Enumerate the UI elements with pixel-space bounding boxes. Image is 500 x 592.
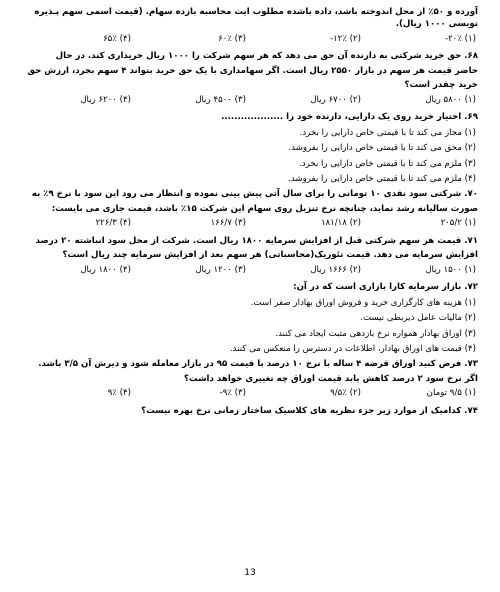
question-text: خرید چقدر است؟	[404, 80, 478, 91]
option: (۲) ۶۷۰۰ ریال	[310, 94, 361, 105]
option: (۲) محق می کند تا با قیمتی خاص دارایی را بفروشد.	[288, 143, 476, 154]
option: (۳) اوراق بهادار همواره نرخ بازدهی مثبت ایجاد می کنند.	[275, 328, 476, 339]
intro-line: نویسی ۱۰۰۰ ریال).	[395, 19, 478, 30]
question-72	[18, 281, 478, 355]
option: (۱) هزینه های کارگزاری خرید و فروش اوراق بهادار صفر است.	[250, 297, 476, 308]
option: (۱) ۱۵۰۰ ریال	[425, 264, 476, 275]
question-73	[18, 358, 478, 399]
option: (۳) ۶۰٪	[218, 33, 246, 44]
options	[18, 297, 478, 356]
question-text: ۷۲. بازار سرمایه کارا بازاری است که در آن:	[293, 282, 478, 293]
question-74	[18, 405, 478, 417]
option: (۳) ۴۵۰۰ ریال	[195, 94, 246, 105]
options	[18, 127, 478, 186]
option: (۱) مجاز می کند تا با قیمتی خاص دارایی را بخرد.	[299, 127, 476, 138]
question-68	[18, 50, 478, 106]
question-70	[18, 188, 478, 229]
option: (۴) ۶۲۰۰ ریال	[80, 94, 131, 105]
question-text: افزایش سرمایه می دهد. قیمت تئوریک(محاسباتی) هر سهم بعد از افزایش سرمایه چند ریال است؟	[62, 250, 478, 261]
options	[18, 217, 478, 229]
page-number: 13	[244, 567, 256, 578]
option: (۴) قیمت های اوراق بهادار، اطلاعات در دسترس را منعکس می کنند.	[229, 343, 476, 354]
option: (۱) ۹/۵ تومان	[426, 388, 476, 399]
option: (۲) ۱۲٪-	[329, 33, 361, 44]
option: (۲) ۱۶۶۶ ریال	[310, 264, 361, 275]
option: (۳) ۱۲۰۰ ریال	[195, 264, 246, 275]
option: (۴) ۲۲۶/۳	[95, 218, 131, 229]
question-text: اگر نرخ سود ۲ درصد کاهش یابد قیمت اوراق چه تغییری خواهد داشت؟	[184, 373, 478, 384]
question-text: صورت سالیانه رشد نماید، چنانچه نرخ تنزیل روی سهام این شرکت ۱۵٪ باشد، قیمت جاری می بایست:	[51, 203, 478, 214]
option: (۴) ۶۵٪	[103, 33, 131, 44]
question-text: ۷۰. شرکتی سود نقدی ۱۰ تومانی را برای سال آتی پیش بینی نموده و انتظار می رود این سود با نرخ ۹٪ به	[31, 189, 478, 200]
intro-block	[18, 6, 478, 45]
option: (۳) ۹٪-	[219, 388, 246, 399]
question-text: ۷۴. کدامیک از موارد زیر جزء نظریه های کلاسیک ساختار زمانی نرخ بهره نیست؟	[141, 405, 478, 416]
option: (۳) ملزم می کند تا با قیمتی خاص دارایی را بخرد.	[299, 158, 476, 169]
question-text: ۷۳. فرض کنید اوراق قرضه ۴ ساله با نرخ ۱۰ درصد با قیمت ۹۵ در بازار معامله شود و دیرش آن ۳/۵ باشد.	[38, 359, 478, 370]
option: (۴) ۹٪	[107, 388, 131, 399]
questions-list	[18, 50, 478, 417]
intro-line: آورده و ۵۰٪ از محل اندوخته باشد، داده باشده مطلوب ایت محاسبه بازده سهام. (قیمت اسمی سهم پـذیره	[34, 7, 478, 17]
option: (۲) ۹/۵٪	[330, 388, 361, 399]
options	[18, 94, 478, 106]
options	[18, 387, 478, 399]
intro-options	[18, 33, 478, 45]
option: (۱) ۲۰۵/۲	[440, 218, 476, 229]
option: (۳) ۱۶۶/۷	[210, 218, 246, 229]
question-text: ۷۱. قیمت هر سهم شرکتی قبل از افزایش سرمایه ۱۸۰۰ ریال است. شرکت از محل سود انباشته ۲۰ درصد	[35, 235, 478, 246]
option: (۱) ۲۰٪-	[444, 33, 476, 44]
question-text: ۶۹. اختیار خرید روی یک دارایی، دارنده خود را ...................	[221, 112, 478, 123]
option: (۱) ۵۸۰۰ ریال	[425, 94, 476, 105]
question-text: ۶۸. حق خرید شرکتی به دارنده آن حق می دهد که هر سهم شرکت را ۱۰۰۰ ریال خریداری کند. در حال	[55, 51, 478, 62]
question-text: حاضر قیمت هر سهم در بازار ۲۵۵۰ ریال است. اگر سهامداری با یک حق خرید بتواند ۴ سهم بخرد، ارزش حق	[27, 65, 478, 76]
option: (۲) ۱۸۱/۱۸	[320, 218, 361, 229]
option: (۴) ملزم می کند تا با قیمتی خاص دارایی را بفروشد.	[288, 173, 476, 184]
question-69	[18, 111, 478, 185]
option: (۴) ۱۸۰۰ ریال	[80, 264, 131, 275]
options	[18, 264, 478, 276]
question-71	[18, 235, 478, 276]
option: (۲) مالیات عامل ذیربطی نیست.	[360, 313, 476, 324]
